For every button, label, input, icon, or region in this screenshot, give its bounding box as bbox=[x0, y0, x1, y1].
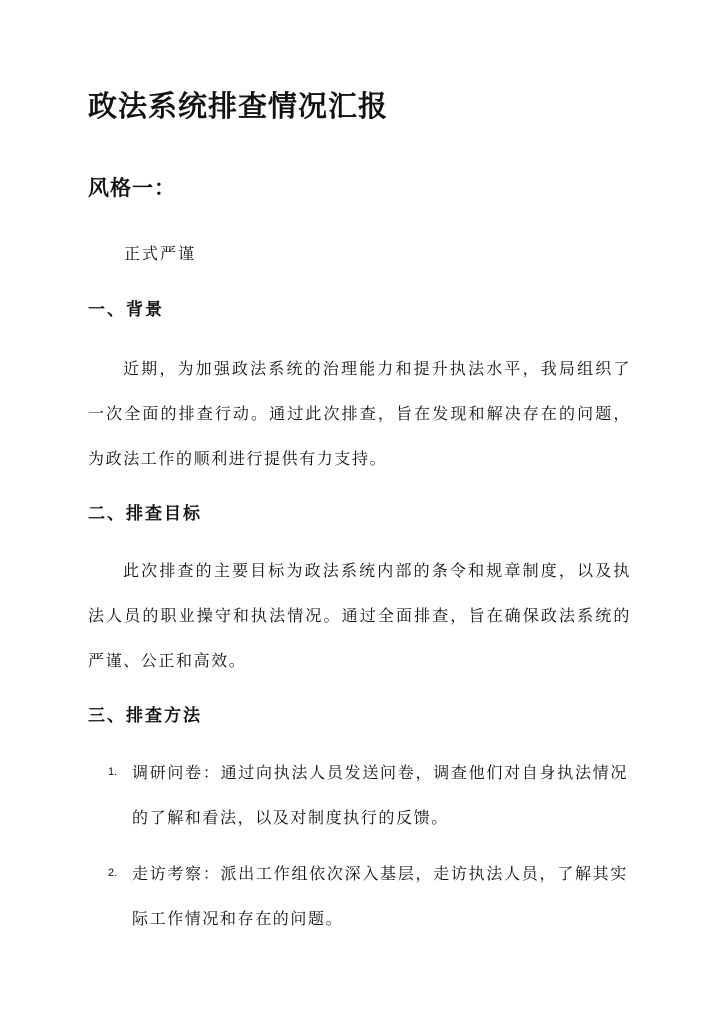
section-heading-objectives: 二、排查目标 bbox=[88, 504, 202, 524]
section-paragraph-background: 近期，为加强政法系统的治理能力和提升执法水平，我局组织了一次全面的排查行动。通过此次排查，旨在发现和解决存在的问题，为政法工作的顺利进行提供有力支持。 bbox=[88, 359, 631, 468]
list-item bbox=[108, 750, 628, 840]
list-item bbox=[108, 851, 628, 941]
document-title: 政法系统排查情况汇报 bbox=[88, 89, 389, 123]
list-item-text: 走访考察：派出工作组依次深入基层，走访执法人员，了解其实际工作情况和存在的问题。 bbox=[132, 864, 628, 928]
section-heading-background: 一、背景 bbox=[88, 300, 164, 320]
style-heading: 风格一： bbox=[88, 175, 176, 200]
list-item-text: 调研问卷：通过向执法人员发送问卷，调查他们对自身执法情况的了解和看法，以及对制度执行的反馈。 bbox=[132, 763, 628, 827]
style-description: 正式严谨 bbox=[124, 244, 197, 263]
list-item-number: 1. bbox=[108, 766, 118, 778]
list-item-number: 2. bbox=[108, 867, 118, 879]
section-paragraph-objectives: 此次排查的主要目标为政法系统内部的条令和规章制度，以及执法人员的职业操守和执法情况。通过全面排查，旨在确保政法系统的严谨、公正和高效。 bbox=[88, 561, 631, 670]
section-heading-methods: 三、排查方法 bbox=[88, 706, 202, 726]
